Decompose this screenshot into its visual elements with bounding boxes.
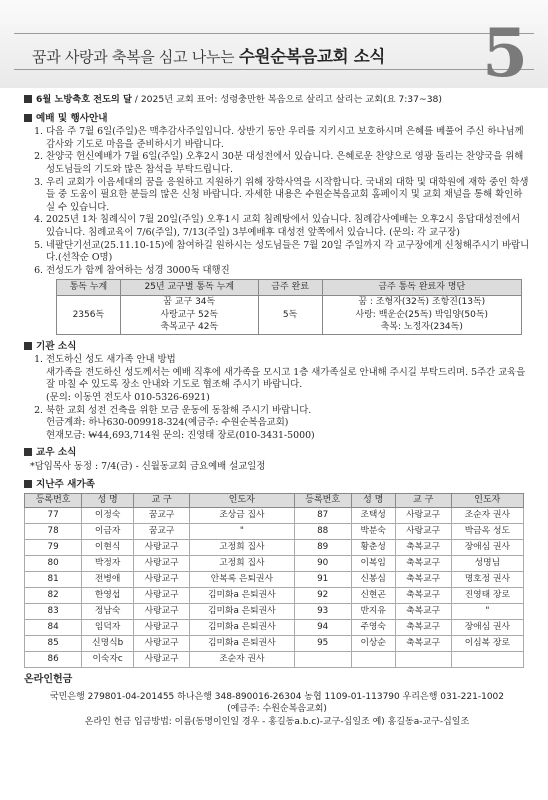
table-cell: 진영태 장로 <box>451 588 523 604</box>
table-cell: 전병애 <box>82 572 134 588</box>
table-cell: 91 <box>294 572 351 588</box>
table-cell: 축복교구 <box>395 588 451 604</box>
table-cell: 이금자 <box>82 524 134 540</box>
table-cell: 김미화a 은퇴권사 <box>190 588 294 604</box>
worship-item: 1. 다음 주 7월 6일(주일)은 맥추감사주일입니다. 상반기 동안 우리를 지키시고 보호하시며 은혜를 베풀어 주신 하나님께 감사와 기도로 마음을 준비하시기 바랍니다. <box>46 126 530 151</box>
newcomers-table <box>24 493 524 668</box>
worship-section-title: 예배 및 행사안내 <box>24 113 530 126</box>
table-cell <box>451 652 523 668</box>
table-cell: 장애심 권사 <box>451 620 523 636</box>
table-cell: 고정희 집사 <box>190 556 294 572</box>
table-row <box>25 540 524 556</box>
table-cell: 황춘성 <box>351 540 395 556</box>
table-cell: 조택성 <box>351 508 395 524</box>
table-cell: 93 <box>294 604 351 620</box>
table-cell: 신봉심 <box>351 572 395 588</box>
worship-list <box>24 126 530 277</box>
table-cell: 축복교구 <box>395 636 451 652</box>
table-cell: 사랑교구 <box>134 540 190 556</box>
table-header: 25년 교구별 통독 누계 <box>120 280 258 296</box>
table-cell: 명호정 권사 <box>451 572 523 588</box>
table-cell: 94 <box>294 620 351 636</box>
table-cell: 주영숙 <box>351 620 395 636</box>
table-cell: 축복교구 <box>395 620 451 636</box>
table-cell: 83 <box>25 604 82 620</box>
table-cell: 이심복 장로 <box>451 636 523 652</box>
table-cell: 정남숙 <box>82 604 134 620</box>
table-cell: 조순자 권사 <box>190 652 294 668</box>
table-header-row: 등록번호 성 명 교 구 인도자 등록번호 성 명 교 구 인도자 <box>25 494 524 508</box>
table-cell: 신명식b <box>82 636 134 652</box>
table-cell: 고정희 집사 <box>190 540 294 556</box>
table-cell <box>351 652 395 668</box>
week-done: 5독 <box>258 295 322 334</box>
table-cell: 85 <box>25 636 82 652</box>
bullet-square-icon <box>24 480 32 488</box>
church-news-title: 수원순복음교회 소식 <box>238 47 386 66</box>
table-row <box>25 604 524 620</box>
issue-number: 5 <box>482 14 528 92</box>
header-bottom-rule <box>14 69 534 70</box>
table-cell: 사랑교구 <box>134 588 190 604</box>
table-cell: 안복록 은퇴권사 <box>190 572 294 588</box>
bullet-square-icon <box>24 342 32 350</box>
bullet-square-icon <box>24 95 32 103</box>
agency-list <box>24 354 530 442</box>
table-cell: 축복교구 <box>395 540 451 556</box>
newsletter-body <box>24 94 530 729</box>
header-top-rule <box>14 33 534 34</box>
table-cell: 꿈교구 <box>134 508 190 524</box>
table-row <box>25 652 524 668</box>
table-row <box>25 620 524 636</box>
finisher-list: 꿈 : 조형자(32독) 조항진(13독) 사랑: 백운순(25독) 박임양(50독) 축복: 노정자(234독) <box>322 295 522 334</box>
table-cell: 성명님 <box>451 556 523 572</box>
table-cell: 축복교구 <box>395 556 451 572</box>
table-cell: " <box>451 604 523 620</box>
offering-method: 온라인 헌금 입금방법: 이름(동명이인일 경우 - 홍길동a.b.c)-교구-십일조 예) 홍길동a-교구-십일조 <box>84 717 470 727</box>
table-cell: 사랑교구 <box>134 604 190 620</box>
table-cell: 박분숙 <box>351 524 395 540</box>
newcomers-rows <box>25 508 524 668</box>
table-cell: 반지유 <box>351 604 395 620</box>
header-title <box>32 43 385 67</box>
table-cell: 90 <box>294 556 351 572</box>
table-cell: 사랑교구 <box>134 620 190 636</box>
table-cell: 김미화a 은퇴권사 <box>190 604 294 620</box>
table-row <box>25 556 524 572</box>
worship-item: 6. 전성도가 함께 참여하는 성경 3000독 대행진 <box>46 265 530 278</box>
motto-label: 6월 노방축호 전도의 달 <box>36 94 132 105</box>
table-cell: 김미화a 은퇴권사 <box>190 636 294 652</box>
table-row <box>25 636 524 652</box>
table-cell: 한영섭 <box>82 588 134 604</box>
bullet-square-icon <box>24 448 32 456</box>
bible-reading-table <box>56 279 522 334</box>
table-cell: 95 <box>294 636 351 652</box>
bank-accounts: 국민은행 279801-04-201455 하나은행 348-890016-26304 농협 1109-01-113790 우리은행 031-221-1002 <box>49 691 505 702</box>
table-header: 통독 누계 <box>57 280 121 296</box>
table-row <box>25 588 524 604</box>
table-cell: 축복교구 <box>395 604 451 620</box>
table-cell: 92 <box>294 588 351 604</box>
agency-section-title: 기관 소식 <box>24 341 530 354</box>
newcomers-section-title: 지난주 새가족 <box>24 479 530 492</box>
motto-text: / 2025년 교회 표어: 성령충만한 복음으로 살리고 살리는 교회(요 7:37~38) <box>134 94 442 105</box>
table-cell: 신현곤 <box>351 588 395 604</box>
table-cell: 장애심 권사 <box>451 540 523 556</box>
table-cell: 82 <box>25 588 82 604</box>
agency-item: 2. 북한 교회 성전 건축을 위한 모금 운동에 동참해 주시기 바랍니다. 헌금계좌: 하나630-009918-324(예금주: 수원순복음교회) 현재모금: ₩44,693,714원 문의: 진영태 장로(010-3431-5000) <box>46 405 530 443</box>
table-row <box>25 508 524 524</box>
table-cell: 사랑교구 <box>134 556 190 572</box>
table-cell: 사랑교구 <box>134 652 190 668</box>
pastor-news: *담임목사 동정 : 7/4(금) - 신월동교회 금요예배 설교일정 <box>30 461 266 473</box>
account-holder: (예금주: 수원순복음교회) <box>227 704 327 715</box>
table-cell: 사랑교구 <box>134 636 190 652</box>
table-header: 금주 통독 완료자 명단 <box>322 280 522 296</box>
table-cell <box>395 652 451 668</box>
table-cell: 이정숙 <box>82 508 134 524</box>
district-counts: 꿈 교구 34독 사랑교구 52독 축복교구 42독 <box>120 295 258 334</box>
table-cell <box>294 652 351 668</box>
worship-item: 2. 찬양국 헌신예배가 7월 6일(주일) 오후2시 30분 대성전에서 있습니다. 은혜로운 찬양으로 영광 돌리는 찬양국을 위해 성도님들의 기도와 많은 참석을 부탁드립니다. <box>46 151 530 176</box>
table-cell: 86 <box>25 652 82 668</box>
online-offering-title: 온라인헌금 <box>24 674 73 686</box>
worship-item: 4. 2025년 1차 침례식이 7월 20일(주일) 오후1시 교회 침례탕에서 있습니다. 침례감사예배는 오후2시 응답대성전에서 있습니다. 침례교육이 7/6(주일), 7/13(주일) 3부예배후 대성전 앞쪽에서 있습니다. (문의: 각 교구장) <box>46 214 530 239</box>
bullet-square-icon <box>24 114 32 122</box>
table-cell: 80 <box>25 556 82 572</box>
newsletter-header <box>0 0 548 92</box>
table-cell: 81 <box>25 572 82 588</box>
table-cell: 김미화a 은퇴권사 <box>190 620 294 636</box>
table-cell: 79 <box>25 540 82 556</box>
pastor-section-title: 교우 소식 <box>24 447 530 460</box>
table-cell: 임덕자 <box>82 620 134 636</box>
table-cell: 87 <box>294 508 351 524</box>
table-cell: 77 <box>25 508 82 524</box>
table-row <box>25 572 524 588</box>
worship-item: 5. 네팔단기선교(25.11.10-15)에 참여하길 원하시는 성도님들은 7월 20일 주일까지 각 교구장에게 신청해주시기 바랍니다.(선착순 O명) <box>46 240 530 265</box>
reading-total: 2356독 <box>57 295 121 334</box>
table-cell: 박금옥 성도 <box>451 524 523 540</box>
table-cell: " <box>190 524 294 540</box>
table-cell: 이숙자c <box>82 652 134 668</box>
table-cell: 사랑교구 <box>395 508 451 524</box>
table-cell: 축복교구 <box>395 572 451 588</box>
table-cell: 조상금 집사 <box>190 508 294 524</box>
table-cell: 조순자 권사 <box>451 508 523 524</box>
table-cell: 사랑교구 <box>395 524 451 540</box>
table-cell: 이현식 <box>82 540 134 556</box>
agency-item: 1. 전도하신 성도 새가족 안내 방법 새가족을 전도하신 성도께서는 예배 직후에 새가족을 모시고 1층 새가족실로 안내해 주시길 부탁드리며. 5주간 교육을 잘 마칠 수 있도록 장소 안내와 기도로 협조해 주시기 바랍니다. (문의: 이동연 전도사 010-5326-6921) <box>46 354 530 404</box>
table-cell: 88 <box>294 524 351 540</box>
table-cell: 이상순 <box>351 636 395 652</box>
worship-item: 3. 우리 교회가 이음세대의 꿈을 응원하고 지원하기 위해 장학사역을 시작합니다. 국내외 대학 및 대학원에 재학 중인 학생들 중 도움이 필요한 분들의 많은 신청 바랍니다. 자세한 내용은 수원순복음교회 홈페이지 및 교회 채널을 통해 확인하실 수 있습니다. <box>46 177 530 215</box>
table-cell: 89 <box>294 540 351 556</box>
table-header: 금주 완료 <box>258 280 322 296</box>
table-row <box>25 524 524 540</box>
table-cell: 78 <box>25 524 82 540</box>
header-subtitle: 꿈과 사랑과 축복을 심고 나누는 <box>32 48 235 66</box>
table-cell: 이복임 <box>351 556 395 572</box>
table-cell: 84 <box>25 620 82 636</box>
table-cell: 박정자 <box>82 556 134 572</box>
motto-line <box>24 94 530 107</box>
table-cell: 사랑교구 <box>134 572 190 588</box>
table-cell: 꿈교구 <box>134 524 190 540</box>
